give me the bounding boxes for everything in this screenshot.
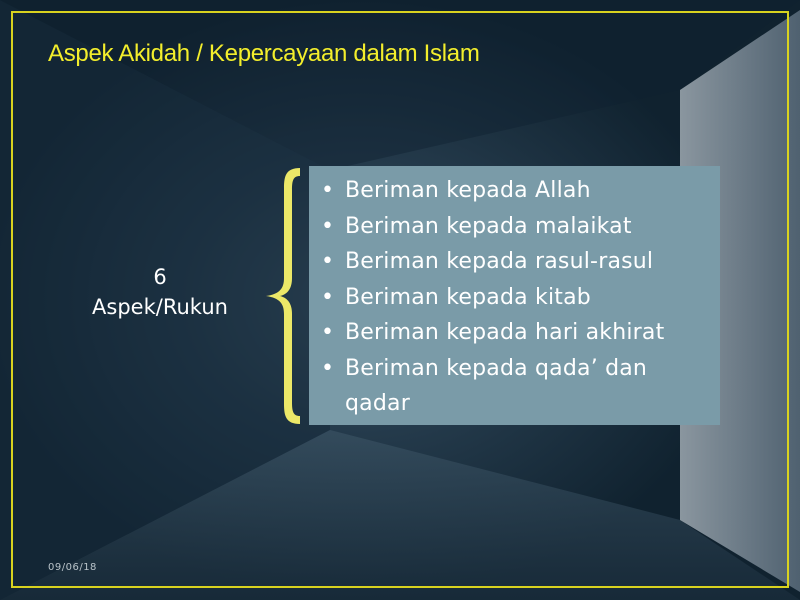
bullet-icon: • [321, 284, 335, 310]
aspect-count: 6 [153, 265, 167, 289]
list-item: • Beriman kepada rasul-rasul [321, 244, 710, 280]
list-item: • Beriman kepada hari akhirat [321, 315, 710, 351]
curly-brace-shape [262, 166, 302, 426]
bullet-icon: • [321, 249, 335, 274]
aspect-label [60, 262, 260, 322]
aspect-text: Aspek/Rukun [92, 295, 228, 319]
iman-list [321, 173, 710, 422]
list-item: • Beriman kepada kitab [321, 280, 710, 316]
bullet-icon: • [321, 178, 335, 203]
list-item: • Beriman kepada malaikat [321, 209, 710, 245]
bullet-icon: • [321, 355, 335, 381]
slide-date: 09/06/18 [48, 562, 97, 573]
bullet-icon: • [321, 213, 335, 239]
slide-title: Aspek Akidah / Kepercayaan dalam Islam [48, 40, 480, 67]
bullet-icon: • [321, 320, 335, 345]
list-item: • Beriman kepada qada’ dan qadar [321, 351, 710, 422]
iman-list-box [309, 166, 720, 425]
list-item: • Beriman kepada Allah [321, 173, 710, 209]
